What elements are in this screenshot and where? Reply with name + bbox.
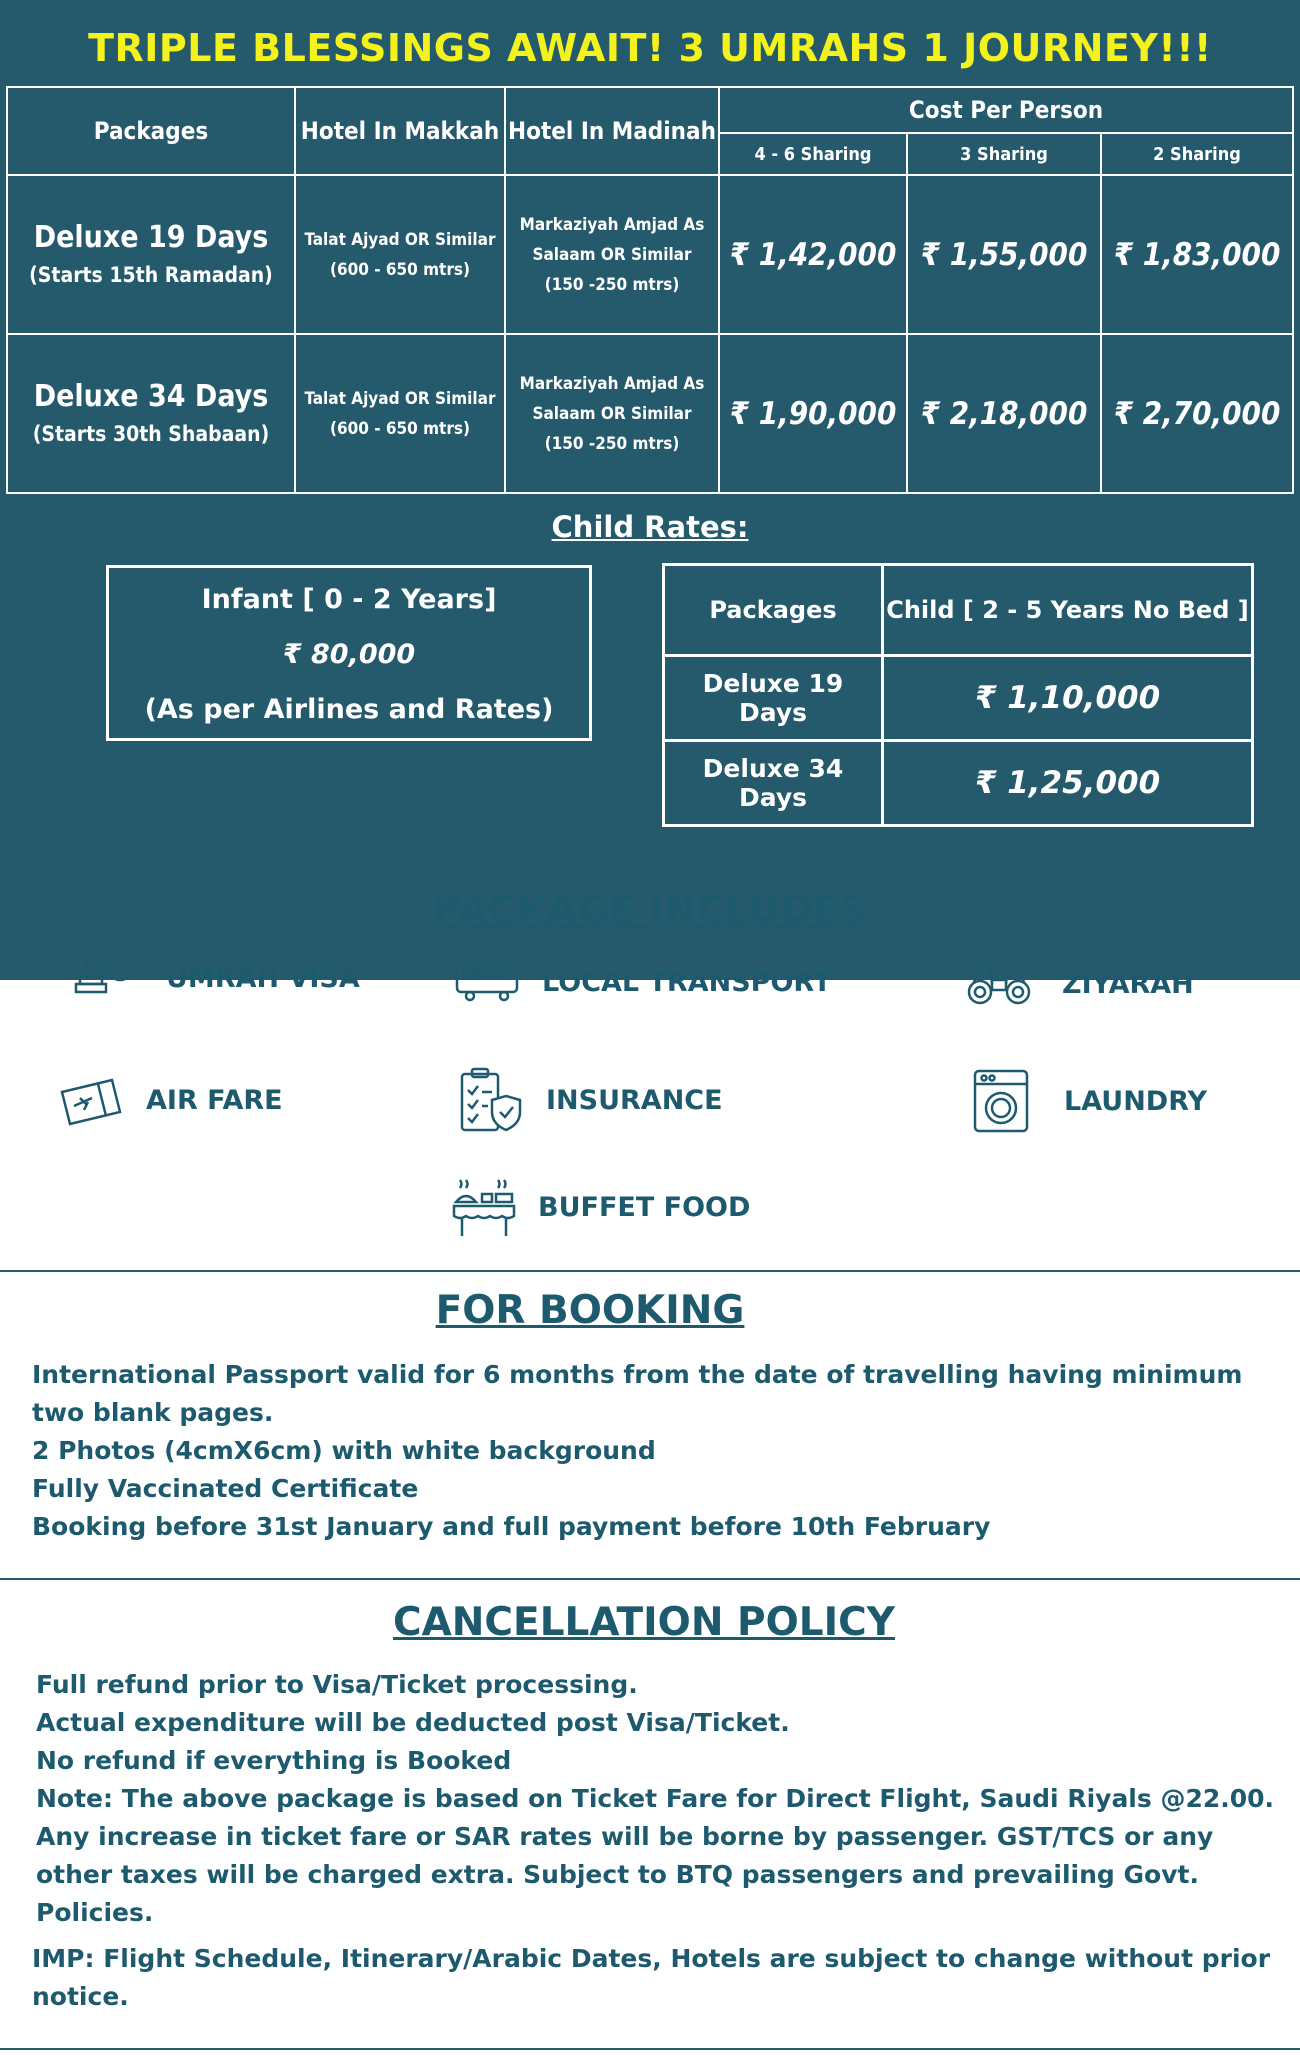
infant-price: ₹ 80,000 — [282, 639, 416, 670]
hotel-madinah-cell — [505, 175, 719, 334]
include-buffet-food — [452, 1176, 750, 1238]
hotel-madinah-cell — [505, 334, 719, 493]
include-label: ZIYARAH — [1062, 968, 1194, 1000]
package-start: (Starts 15th Ramadan) — [29, 262, 273, 287]
include-local-transport — [454, 960, 831, 1004]
include-label: BUFFET FOOD — [538, 1191, 751, 1223]
price-3-sharing: ₹ 1,55,000 — [907, 175, 1101, 334]
headline: TRIPLE BLESSINGS AWAIT! 3 UMRAHS 1 JOURNEY!!! — [88, 26, 1212, 70]
header-sharing-2: 2 Sharing — [1101, 133, 1293, 175]
important-note: IMP: Flight Schedule, Itinerary/Arabic Dates, Hotels are subject to change without prior notice. — [32, 1944, 1271, 2011]
section-divider — [0, 1270, 1300, 1272]
booking-line: Fully Vaccinated Certificate — [32, 1474, 419, 1503]
child-package: Deluxe 34 Days — [664, 741, 883, 826]
child-header-packages: Packages — [664, 565, 883, 656]
hotel-distance: (600 - 650 mtrs) — [329, 259, 471, 280]
package-start: (Starts 30th Shabaan) — [32, 421, 270, 446]
table-row — [7, 175, 1293, 334]
include-air-fare — [58, 1072, 283, 1128]
hotel-name-cont: Salaam OR Similar — [532, 403, 692, 424]
section-divider — [0, 1578, 1300, 1580]
include-label: UMRAH VISA — [166, 962, 360, 994]
table-row — [664, 656, 1253, 741]
header-cost-per-person: Cost Per Person — [719, 87, 1293, 133]
include-laundry — [972, 1068, 1207, 1134]
hotel-name: Markaziyah Amjad As — [519, 214, 705, 235]
hotel-distance: (150 -250 mtrs) — [544, 433, 680, 454]
booking-line: International Passport valid for 6 months from the date of travelling having minimum two blank pages. — [32, 1360, 1243, 1427]
include-label: LAUNDRY — [1064, 1085, 1208, 1117]
buffet-table-icon — [452, 1176, 516, 1238]
insurance-shield-icon — [458, 1066, 524, 1134]
infant-title: Infant [ 0 - 2 Years] — [201, 584, 497, 615]
include-umrah-visa — [74, 950, 360, 1006]
hotel-name-cont: Salaam OR Similar — [532, 244, 692, 265]
include-ziyarah — [966, 960, 1194, 1008]
child-package: Deluxe 19 Days — [664, 656, 883, 741]
price-3-sharing: ₹ 2,18,000 — [907, 334, 1101, 493]
bus-icon — [454, 960, 520, 1004]
header-hotel-madinah: Hotel In Madinah — [505, 87, 719, 175]
header-sharing-3: 3 Sharing — [907, 133, 1101, 175]
booking-title: FOR BOOKING — [435, 1288, 745, 1333]
policy-line: Note: The above package is based on Ticket Fare for Direct Flight, Saudi Riyals @22.00. Any increase in ticket fare or SAR rates will be borne by passenger. GST/TCS or any other taxes will be charged extra. Subject to BTQ passengers and prevailing Govt. Policies. — [36, 1784, 1275, 1927]
header-hotel-makkah: Hotel In Makkah — [295, 87, 505, 175]
booking-line: Booking before 31st January and full payment before 10th February — [32, 1512, 991, 1541]
visa-stamp-icon — [74, 950, 144, 1006]
hotel-distance: (600 - 650 mtrs) — [329, 418, 471, 439]
booking-requirements — [32, 1356, 1282, 1546]
package-name: Deluxe 34 Days — [33, 378, 269, 414]
hotel-distance: (150 -250 mtrs) — [544, 274, 680, 295]
hotel-name: Markaziyah Amjad As — [519, 373, 705, 394]
include-insurance — [458, 1066, 723, 1134]
include-label: LOCAL TRANSPORT — [542, 966, 832, 998]
price-4-6-sharing: ₹ 1,42,000 — [719, 175, 907, 334]
cancellation-policy — [36, 1666, 1280, 1932]
package-cell — [7, 175, 295, 334]
washing-machine-icon — [972, 1068, 1030, 1134]
infant-box — [106, 565, 592, 741]
header-sharing-4-6: 4 - 6 Sharing — [719, 133, 907, 175]
price-4-6-sharing: ₹ 1,90,000 — [719, 334, 907, 493]
package-cell — [7, 334, 295, 493]
header-packages: Packages — [7, 87, 295, 175]
table-row — [7, 334, 1293, 493]
child-header-child: Child [ 2 - 5 Years No Bed ] — [883, 565, 1253, 656]
price-table — [6, 86, 1294, 494]
bottom-divider — [0, 2048, 1300, 2050]
child-rates-title: Child Rates: — [551, 510, 749, 544]
package-name: Deluxe 19 Days — [33, 219, 269, 255]
table-row — [664, 741, 1253, 826]
child-price: ₹ 1,25,000 — [883, 741, 1253, 826]
price-2-sharing: ₹ 1,83,000 — [1101, 175, 1293, 334]
include-label: INSURANCE — [546, 1084, 723, 1116]
binoculars-icon — [966, 960, 1032, 1008]
include-label: AIR FARE — [146, 1084, 283, 1116]
price-2-sharing: ₹ 2,70,000 — [1101, 334, 1293, 493]
policy-line: Full refund prior to Visa/Ticket processing. — [36, 1670, 638, 1699]
plane-ticket-icon — [58, 1072, 124, 1128]
hotel-name: Talat Ajyad OR Similar — [304, 388, 496, 409]
hotel-makkah-cell — [295, 175, 505, 334]
includes-title: PACKAGE INCLUDES — [432, 888, 868, 933]
hotel-makkah-cell — [295, 334, 505, 493]
booking-line: 2 Photos (4cmX6cm) with white background — [32, 1436, 656, 1465]
policy-line: No refund if everything is Booked — [36, 1746, 512, 1775]
infant-note: (As per Airlines and Rates) — [144, 694, 554, 725]
policy-line: Actual expenditure will be deducted post Visa/Ticket. — [36, 1708, 790, 1737]
hotel-name: Talat Ajyad OR Similar — [304, 229, 496, 250]
child-price: ₹ 1,10,000 — [883, 656, 1253, 741]
child-rates-table — [662, 563, 1254, 827]
cancellation-title: CANCELLATION POLICY — [392, 1600, 895, 1645]
